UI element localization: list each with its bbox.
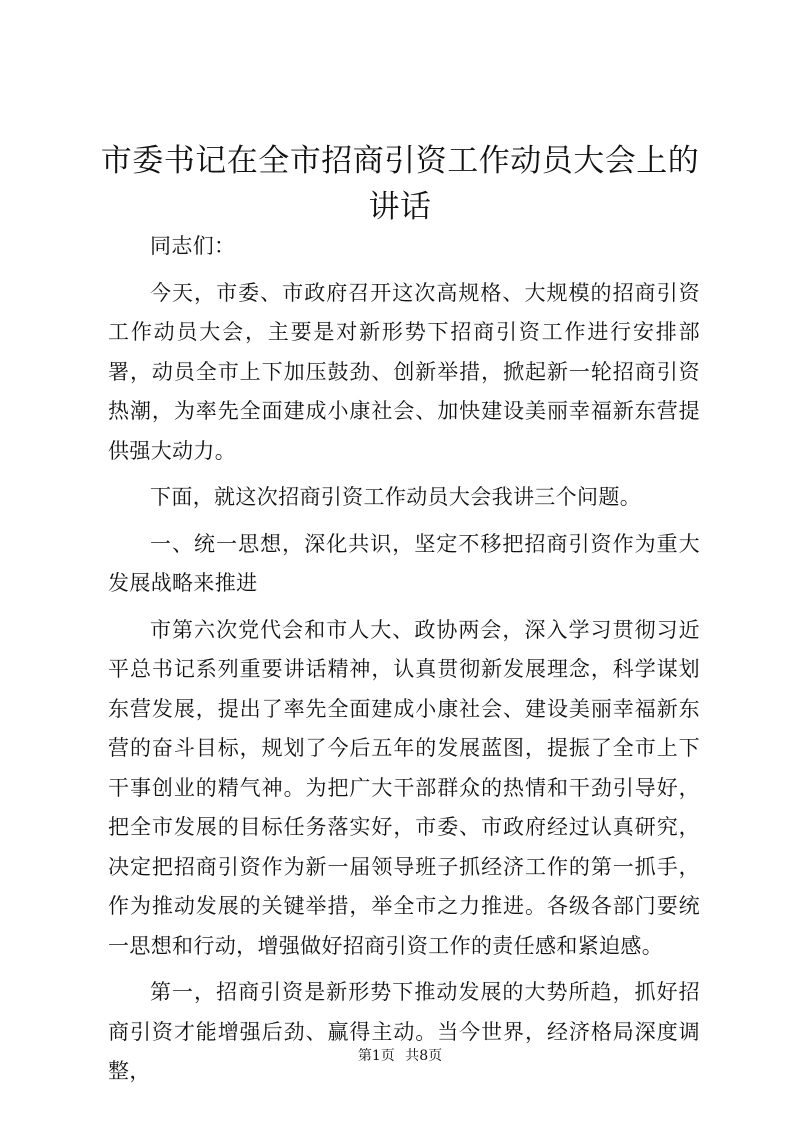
- body-paragraph: 今天，市委、市政府召开这次高规格、大规模的招商引资工作动员大会，主要是对新形势下招商引资工作进行安排部署，动员全市上下加压鼓劲、创新举措，掀起新一轮招商引资热潮，为率先全面建成小康社会、加快建设美丽幸福新东营提供强大动力。: [108, 280, 700, 463]
- page-number: 第1页: [357, 1048, 395, 1064]
- body-paragraph: 第一，招商引资是新形势下推动发展的大势所趋，抓好招商引资才能增强后劲、赢得主动。当今世界，经济格局深度调整，: [108, 980, 700, 1083]
- section-heading: 一、统一思想，深化共识，坚定不移把招商引资作为重大发展战略来推进: [108, 531, 700, 595]
- salutation: 同志们：: [150, 234, 236, 258]
- body-paragraph: 市第六次党代会和市人大、政协两会，深入学习贯彻习近平总书记系列重要讲话精神，认真贯彻新发展理念，科学谋划东营发展，提出了率先全面建成小康社会、建设美丽幸福新东营的奋斗目标，规划了今后五年的发展蓝图，提振了全市上下干事创业的精气神。为把广大干部群众的热情和干劲引导好，把全市发展的目标任务落实好，市委、市政府经过认真研究，决定把招商引资作为新一届领导班子抓经济工作的第一抓手，作为推动发展的关键举措，举全市之力推进。各级各部门要统一思想和行动，增强做好招商引资工作的责任感和紧迫感。: [108, 617, 700, 958]
- page-footer: [0, 1046, 800, 1066]
- page-total: 共8页: [405, 1048, 443, 1064]
- document-title: 市委书记在全市招商引资工作动员大会上的讲话: [100, 143, 700, 225]
- body-paragraph: 下面，就这次招商引资工作动员大会我讲三个问题。: [150, 485, 642, 509]
- document-body: [108, 227, 700, 1099]
